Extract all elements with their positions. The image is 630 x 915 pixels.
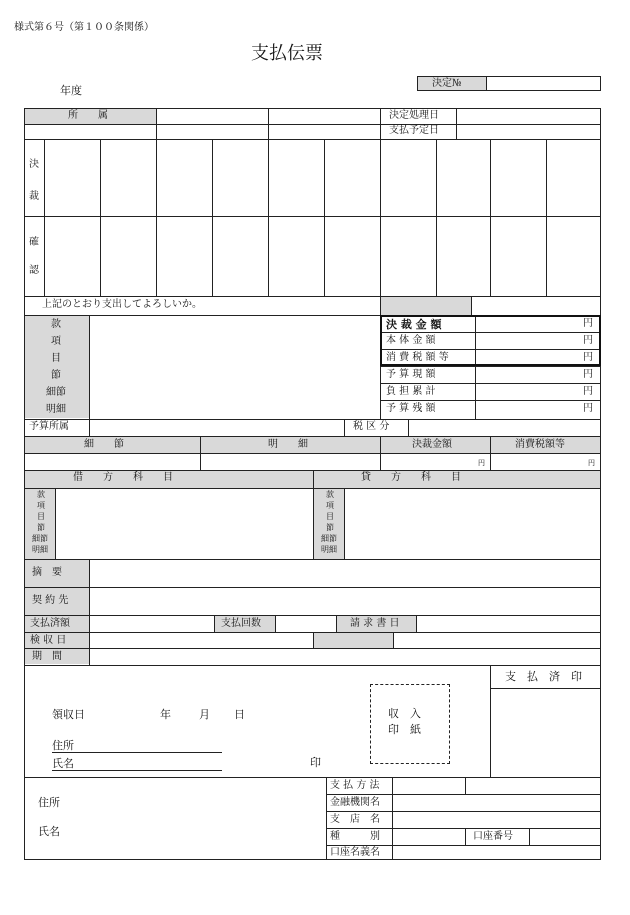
detail-amount-header: 決裁金額 — [412, 439, 452, 450]
payee-name-label: 氏名 — [38, 825, 60, 838]
amount-unit-2: 円 — [583, 335, 593, 346]
approval-question-shade — [381, 297, 471, 315]
credit-moku: 目 — [326, 512, 334, 521]
credit-header: 貸 方 科 目 — [361, 472, 461, 483]
decision-date-field[interactable] — [457, 109, 600, 124]
payment-date-field[interactable] — [457, 125, 600, 139]
payment-count-label: 支払回数 — [221, 618, 261, 629]
inspection-shade-cell — [313, 633, 393, 648]
affiliation-label: 所 属 — [68, 110, 108, 121]
amount-unit-6: 円 — [583, 403, 593, 414]
budget-setsu: 節 — [51, 370, 61, 381]
receipt-date-label: 領収日 — [52, 708, 85, 721]
amount-label-1: 決 裁 金 額 — [386, 318, 442, 331]
debit-kan: 款 — [37, 490, 45, 499]
amount-label-6: 予 算 残 額 — [386, 403, 436, 414]
amount-unit-3: 円 — [583, 352, 593, 363]
decision-no-field[interactable] — [487, 76, 601, 91]
debit-saisetsu: 細節 — [32, 534, 48, 543]
detail-saisetsu-header: 細 節 — [84, 439, 124, 450]
confirm-label-2: 認 — [29, 265, 39, 276]
paid-stamp-label: 支 払 済 印 — [505, 670, 582, 683]
budget-moku: 目 — [51, 353, 61, 364]
amount-unit-4: 円 — [583, 369, 593, 380]
payee-address-label: 住所 — [38, 796, 60, 809]
debit-kou: 項 — [37, 501, 45, 510]
credit-kou: 項 — [326, 501, 334, 510]
page-title: 支払伝票 — [251, 43, 323, 64]
period-label: 期 間 — [32, 651, 62, 662]
approval-label-1: 決 — [29, 159, 39, 170]
approval-label-2: 裁 — [29, 191, 39, 202]
budget-labels-column — [25, 316, 89, 418]
amount-label-5: 負 担 累 計 — [386, 386, 436, 397]
payment-date-label: 支払予定日 — [389, 125, 439, 136]
amount-unit-5: 円 — [583, 386, 593, 397]
bank-name-label: 金融機関名 — [330, 797, 380, 808]
receipt-address-label: 住所 — [52, 739, 74, 752]
detail-tax-header: 消費税額等 — [515, 439, 565, 450]
budget-kou: 項 — [51, 336, 61, 347]
receipt-name-label: 氏名 — [52, 757, 74, 770]
invoice-date-label: 請 求 書 日 — [350, 618, 400, 629]
budget-meisai: 明細 — [46, 404, 66, 415]
budget-kan: 款 — [51, 319, 61, 330]
credit-meisai: 明細 — [321, 545, 337, 554]
amount-label-3: 消 費 税 額 等 — [386, 352, 449, 363]
amount-unit-1: 円 — [583, 318, 593, 329]
receipt-month-label: 月 — [199, 708, 210, 721]
revenue-stamp-line1: 収 入 — [388, 707, 421, 720]
detail-meisai-header: 明 細 — [268, 439, 308, 450]
budget-dept-label: 予算所属 — [29, 421, 69, 432]
credit-setsu: 節 — [326, 523, 334, 532]
detail-tax-yen: 円 — [588, 459, 595, 467]
account-number-label: 口座番号 — [473, 831, 513, 842]
receipt-day-label: 日 — [234, 708, 245, 721]
paid-amount-label: 支払済額 — [30, 618, 70, 629]
amount-label-2: 本 体 金 額 — [386, 335, 436, 346]
debit-setsu: 節 — [37, 523, 45, 532]
credit-saisetsu: 細節 — [321, 534, 337, 543]
debit-moku: 目 — [37, 512, 45, 521]
decision-date-label: 決定処理日 — [389, 110, 439, 121]
detail-amount-yen: 円 — [478, 459, 485, 467]
amount-label-4: 予 算 現 額 — [386, 369, 436, 380]
receipt-year-label: 年 — [160, 708, 171, 721]
debit-header: 借 方 科 目 — [73, 472, 173, 483]
branch-name-label: 支 店 名 — [330, 814, 380, 825]
receipt-seal-mark: 印 — [310, 756, 321, 769]
debit-meisai: 明細 — [32, 545, 48, 554]
decision-no-label: 決定№ — [432, 78, 462, 89]
revenue-stamp-line2: 印 紙 — [388, 723, 421, 736]
summary-label: 摘 要 — [32, 567, 62, 578]
account-type-label: 種 別 — [330, 831, 380, 842]
fiscal-year-label: 年度 — [60, 84, 82, 97]
payment-method-label: 支 払 方 法 — [330, 780, 380, 791]
credit-kan: 款 — [326, 490, 334, 499]
confirm-label-1: 確 — [29, 237, 39, 248]
account-holder-label: 口座名義名 — [330, 847, 380, 858]
inspection-date-label: 検 収 日 — [30, 635, 67, 646]
contractor-label: 契 約 先 — [32, 595, 69, 606]
form-reference: 様式第６号（第１００条関係） — [14, 22, 154, 33]
tax-category-label: 税 区 分 — [353, 421, 390, 432]
budget-saisetsu: 細節 — [46, 387, 66, 398]
approval-question: 上記のとおり支出してよろしいか。 — [42, 299, 202, 310]
